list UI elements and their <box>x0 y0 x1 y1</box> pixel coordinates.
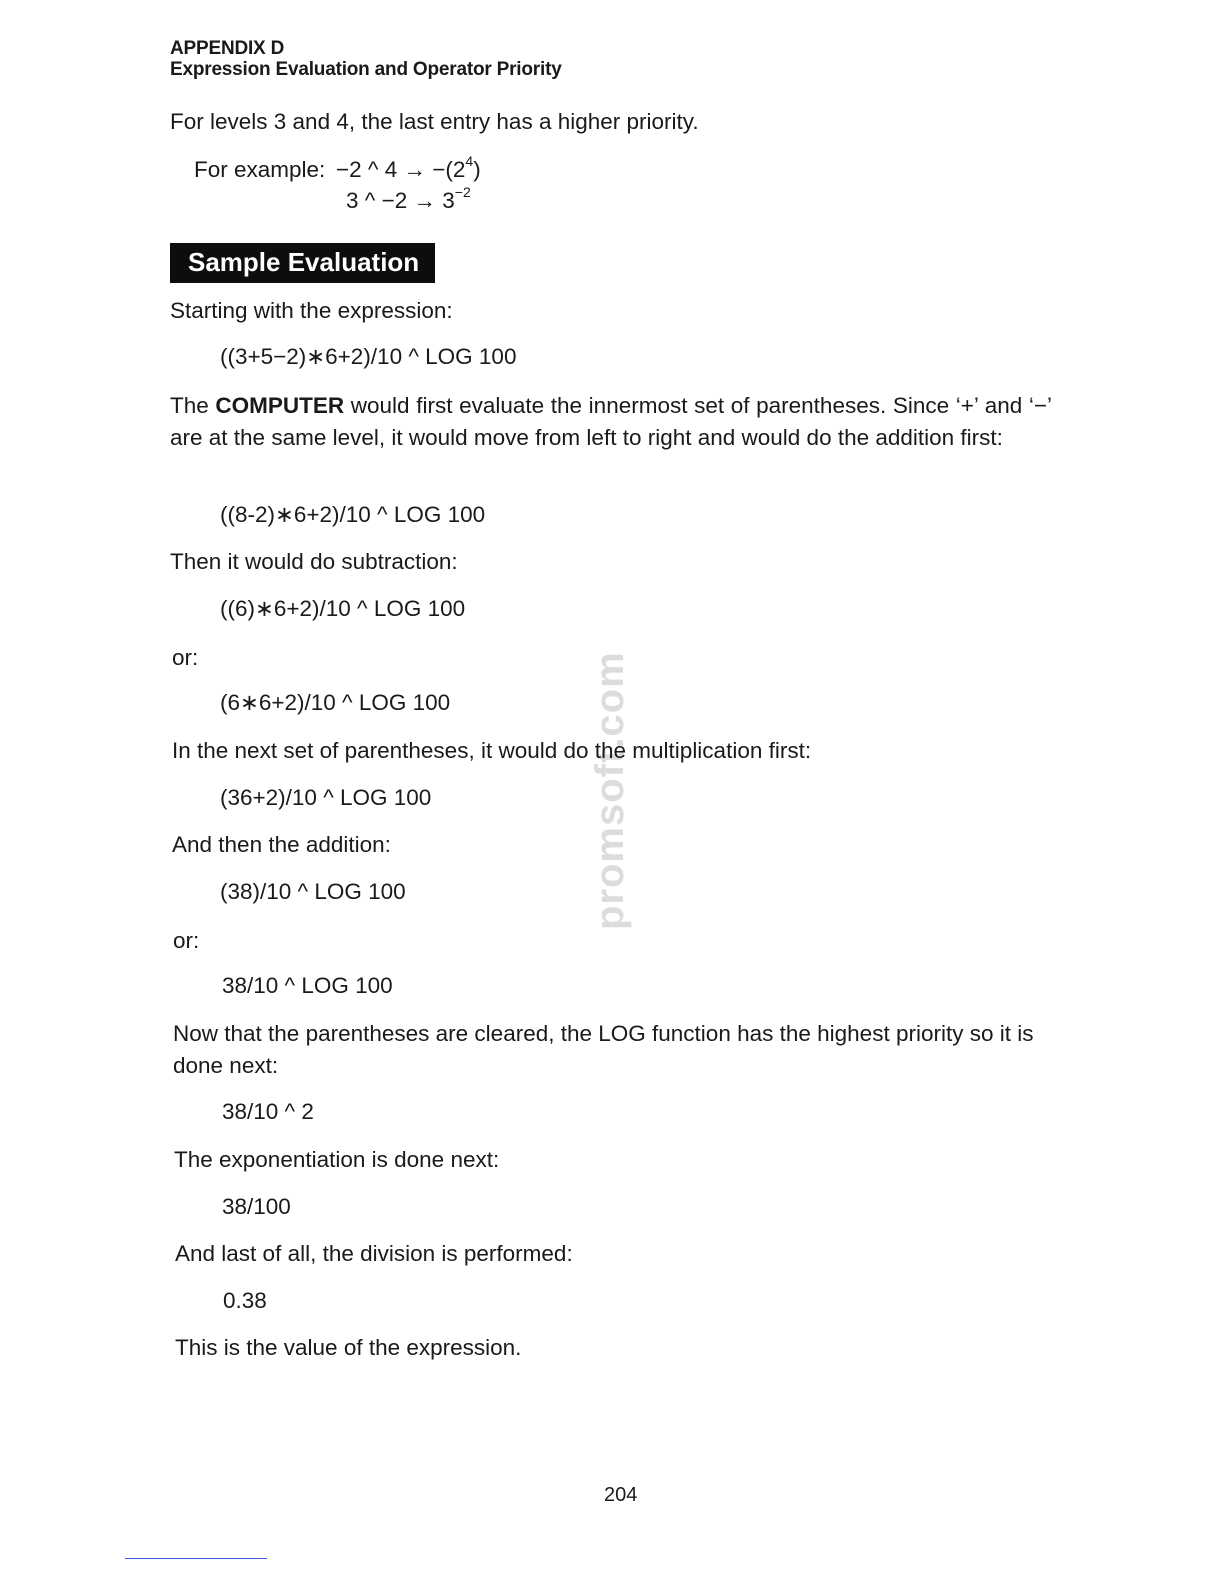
bottom-rule <box>125 1558 267 1559</box>
example-line-2-result: $3^{-2}$ <box>442 183 471 213</box>
example-line-2 <box>346 185 471 217</box>
computer-bold: COMPUTER <box>215 393 345 418</box>
chapter-title: Expression Evaluation and Operator Priority <box>170 59 562 80</box>
example-line-2-expression: 3 ^ −2 → <box>346 188 436 213</box>
section-heading: Sample Evaluation <box>170 243 435 283</box>
paragraph-conclusion: This is the value of the expression. <box>175 1335 522 1360</box>
paragraph-log: Now that the parentheses are cleared, the LOG function has the highest priority so it is done next: <box>173 1021 1034 1078</box>
example-label: For example: <box>194 157 326 182</box>
paragraph-or-2: or: <box>173 928 200 953</box>
expression-1: ((3+5−2)∗6+2)/10 ^ LOG 100 <box>220 344 517 369</box>
page-number: 204 <box>604 1484 638 1506</box>
expression-9: 38/100 <box>222 1194 291 1219</box>
expression-7: 38/10 ^ LOG 100 <box>222 973 393 998</box>
paragraph-subtraction: Then it would do subtraction: <box>170 549 458 574</box>
example-line-1 <box>336 154 481 186</box>
example-line-1-result: $-(2^4)$ <box>432 152 481 182</box>
expression-10: 0.38 <box>223 1288 267 1313</box>
paragraph-division: And last of all, the division is performed: <box>175 1241 573 1266</box>
paragraph-addition: And then the addition: <box>172 832 391 857</box>
paragraph-computer: The COMPUTER would first evaluate the innermost set of parentheses. Since ‘+’ and ‘−’ are at the same level, it would move from left to right and would do the addition first: <box>170 393 1052 450</box>
appendix-label: APPENDIX D <box>170 38 285 59</box>
expression-6: (38)/10 ^ LOG 100 <box>220 879 406 904</box>
paragraph-exponentiation: The exponentiation is done next: <box>174 1147 500 1172</box>
expression-3: ((6)∗6+2)/10 ^ LOG 100 <box>220 596 466 621</box>
watermark: promsoft.com <box>588 651 632 930</box>
expression-2: ((8-2)∗6+2)/10 ^ LOG 100 <box>220 502 486 527</box>
expression-5: (36+2)/10 ^ LOG 100 <box>220 785 432 810</box>
expression-4: (6∗6+2)/10 ^ LOG 100 <box>220 690 451 715</box>
intro-paragraph: For levels 3 and 4, the last entry has a higher priority. <box>170 109 699 134</box>
example-line-1-expression: −2 ^ 4 → <box>336 157 426 182</box>
expression-8: 38/10 ^ 2 <box>222 1099 314 1124</box>
paragraph-multiplication: In the next set of parentheses, it would do the multiplication first: <box>172 738 812 763</box>
paragraph-start: Starting with the expression: <box>170 298 453 323</box>
paragraph-or-1: or: <box>172 645 199 670</box>
